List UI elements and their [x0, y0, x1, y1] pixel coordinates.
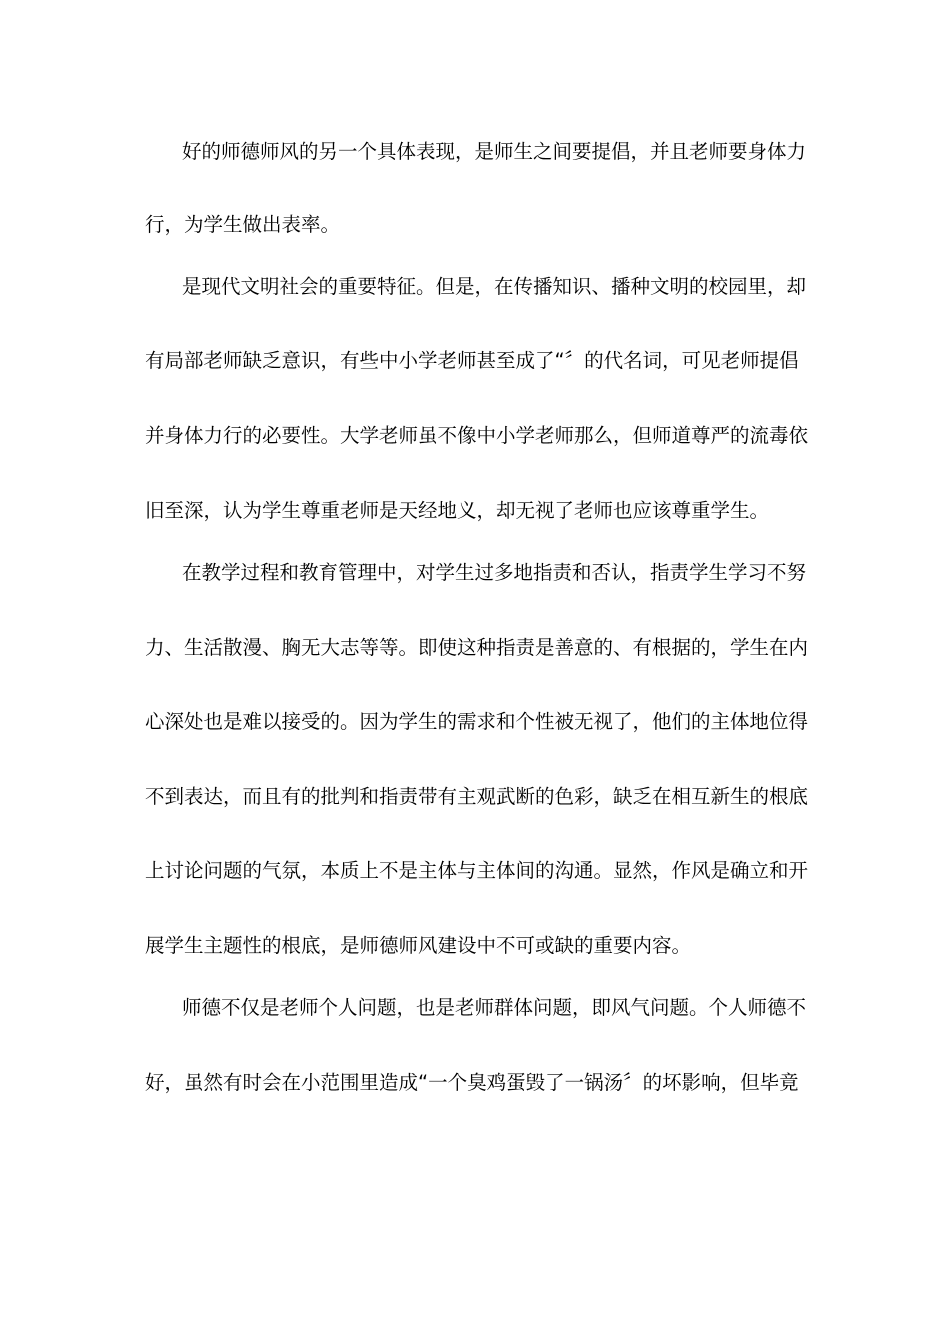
text-line: 在教学过程和教育管理中，对学生过多地指责和否认，指责学生学习不努: [182, 561, 807, 584]
text-line: 好的师德师风的另一个具体表现，是师生之间要提倡，并且老师要身体力: [182, 140, 807, 163]
text-line: 展学生主题性的根底，是师德师风建设中不可或缺的重要内容。: [145, 934, 692, 957]
text-line: 旧至深，认为学生尊重老师是天经地义，却无视了老师也应该尊重学生。: [145, 499, 770, 522]
text-line: 上讨论问题的气氛，本质上不是主体与主体间的沟通。显然，作风是确立和开: [145, 859, 809, 882]
text-line: 不到表达，而且有的批判和指责带有主观武断的色彩，缺乏在相互新生的根底: [145, 785, 809, 808]
text-line: 心深处也是难以接受的。因为学生的需求和个性被无视了，他们的主体地位得: [145, 710, 809, 733]
text-line: 好，虽然有时会在小范围里造成“一个臭鸡蛋毁了一锅汤〞的坏影响，但毕竟: [145, 1071, 799, 1094]
text-line: 力、生活散漫、胸无大志等等。即使这种指责是善意的、有根据的，学生在内: [145, 636, 809, 659]
text-line: 师德不仅是老师个人问题，也是老师群体问题，即风气问题。个人师德不: [182, 996, 807, 1019]
text-line: 是现代文明社会的重要特征。但是，在传播知识、播种文明的校园里，却: [182, 275, 807, 298]
text-line: 并身体力行的必要性。大学老师虽不像中小学老师那么，但师道尊严的流毒依: [145, 424, 809, 447]
text-line: 有局部老师缺乏意识，有些中小学老师甚至成了“〞的代名词，可见老师提倡: [145, 349, 799, 372]
text-line: 行，为学生做出表率。: [145, 213, 341, 236]
